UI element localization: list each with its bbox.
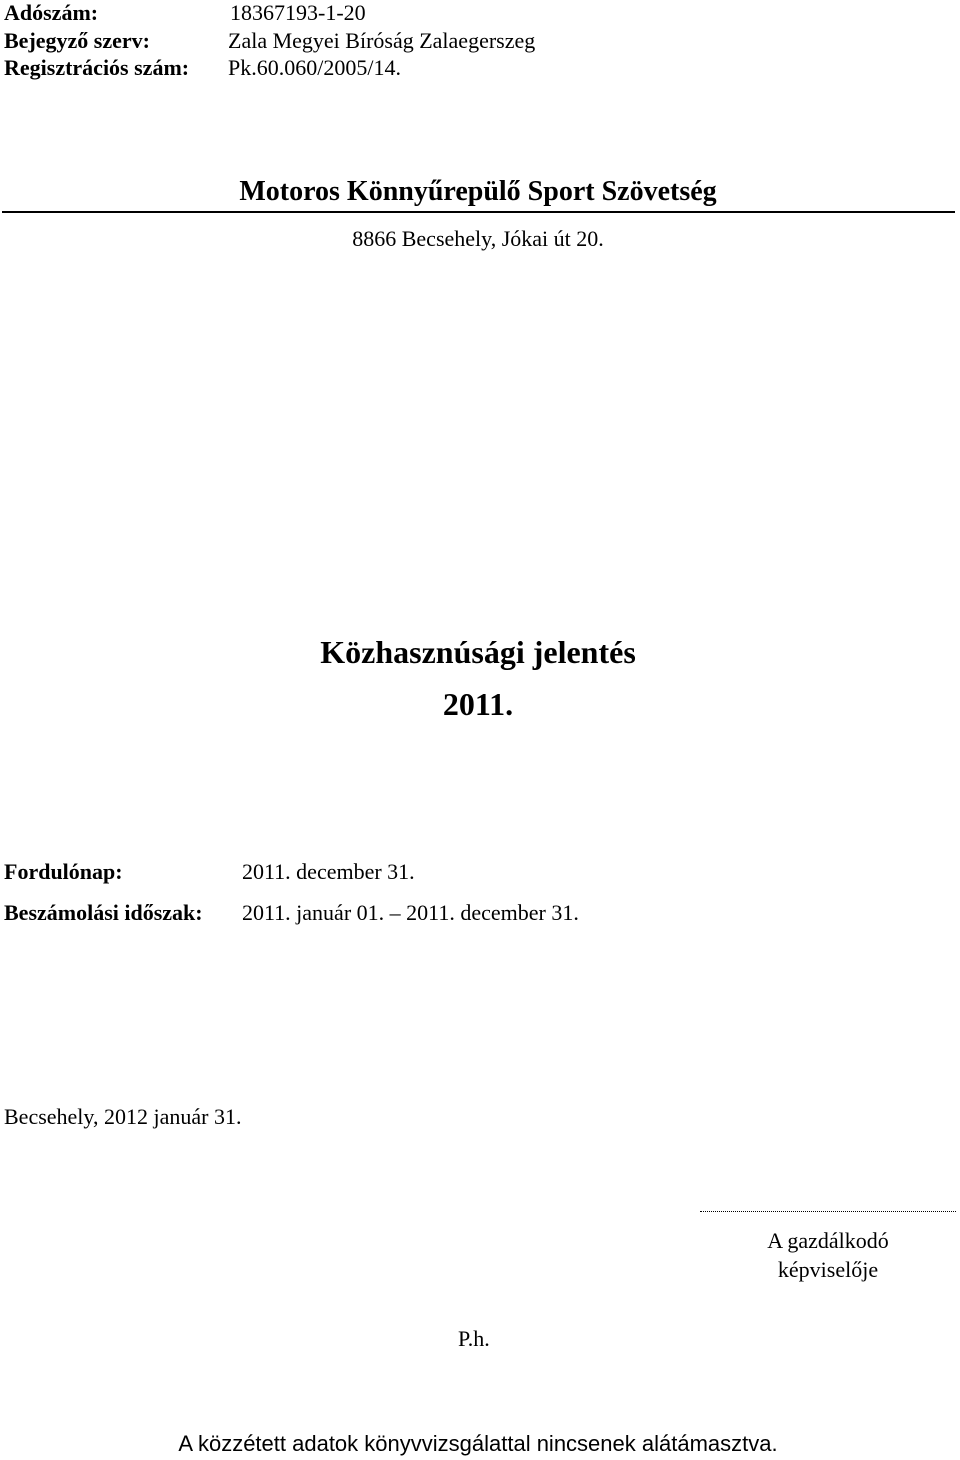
balance-date-value: 2011. december 31. (242, 859, 415, 884)
signature-caption-line-2: képviselője (777, 1257, 879, 1282)
place-and-date: Becsehely, 2012 január 31. (4, 1104, 242, 1129)
organization-name: Motoros Könnyűrepülő Sport Szövetség (239, 176, 717, 207)
report-year: 2011. (442, 686, 514, 722)
registration-number-value: Pk.60.060/2005/14. (228, 55, 401, 80)
signature-caption-line-1: A gazdálkodó (767, 1228, 889, 1253)
registering-authority-label: Bejegyző szerv: (4, 28, 150, 53)
signature-line (700, 1211, 956, 1212)
report-title: Közhasznúsági jelentés (320, 634, 636, 670)
reporting-period-label: Beszámolási időszak: (4, 900, 203, 925)
signature-caption (700, 1226, 956, 1284)
tax-number-value: 18367193-1-20 (230, 0, 366, 25)
tax-number-label: Adószám: (4, 0, 99, 25)
balance-date-label: Fordulónap: (4, 859, 123, 884)
stamp-place-note: P.h. (458, 1326, 490, 1351)
registering-authority-value: Zala Megyei Bíróság Zalaegerszeg (228, 28, 536, 53)
organization-address: 8866 Becsehely, Jókai út 20. (352, 226, 604, 251)
audit-disclaimer: A közzétett adatok könyvvizsgálattal nincsenek alátámasztva. (178, 1431, 778, 1456)
reporting-period-value: 2011. január 01. – 2011. december 31. (242, 900, 579, 925)
organization-divider (2, 211, 955, 213)
registration-number-label: Regisztrációs szám: (4, 55, 190, 80)
